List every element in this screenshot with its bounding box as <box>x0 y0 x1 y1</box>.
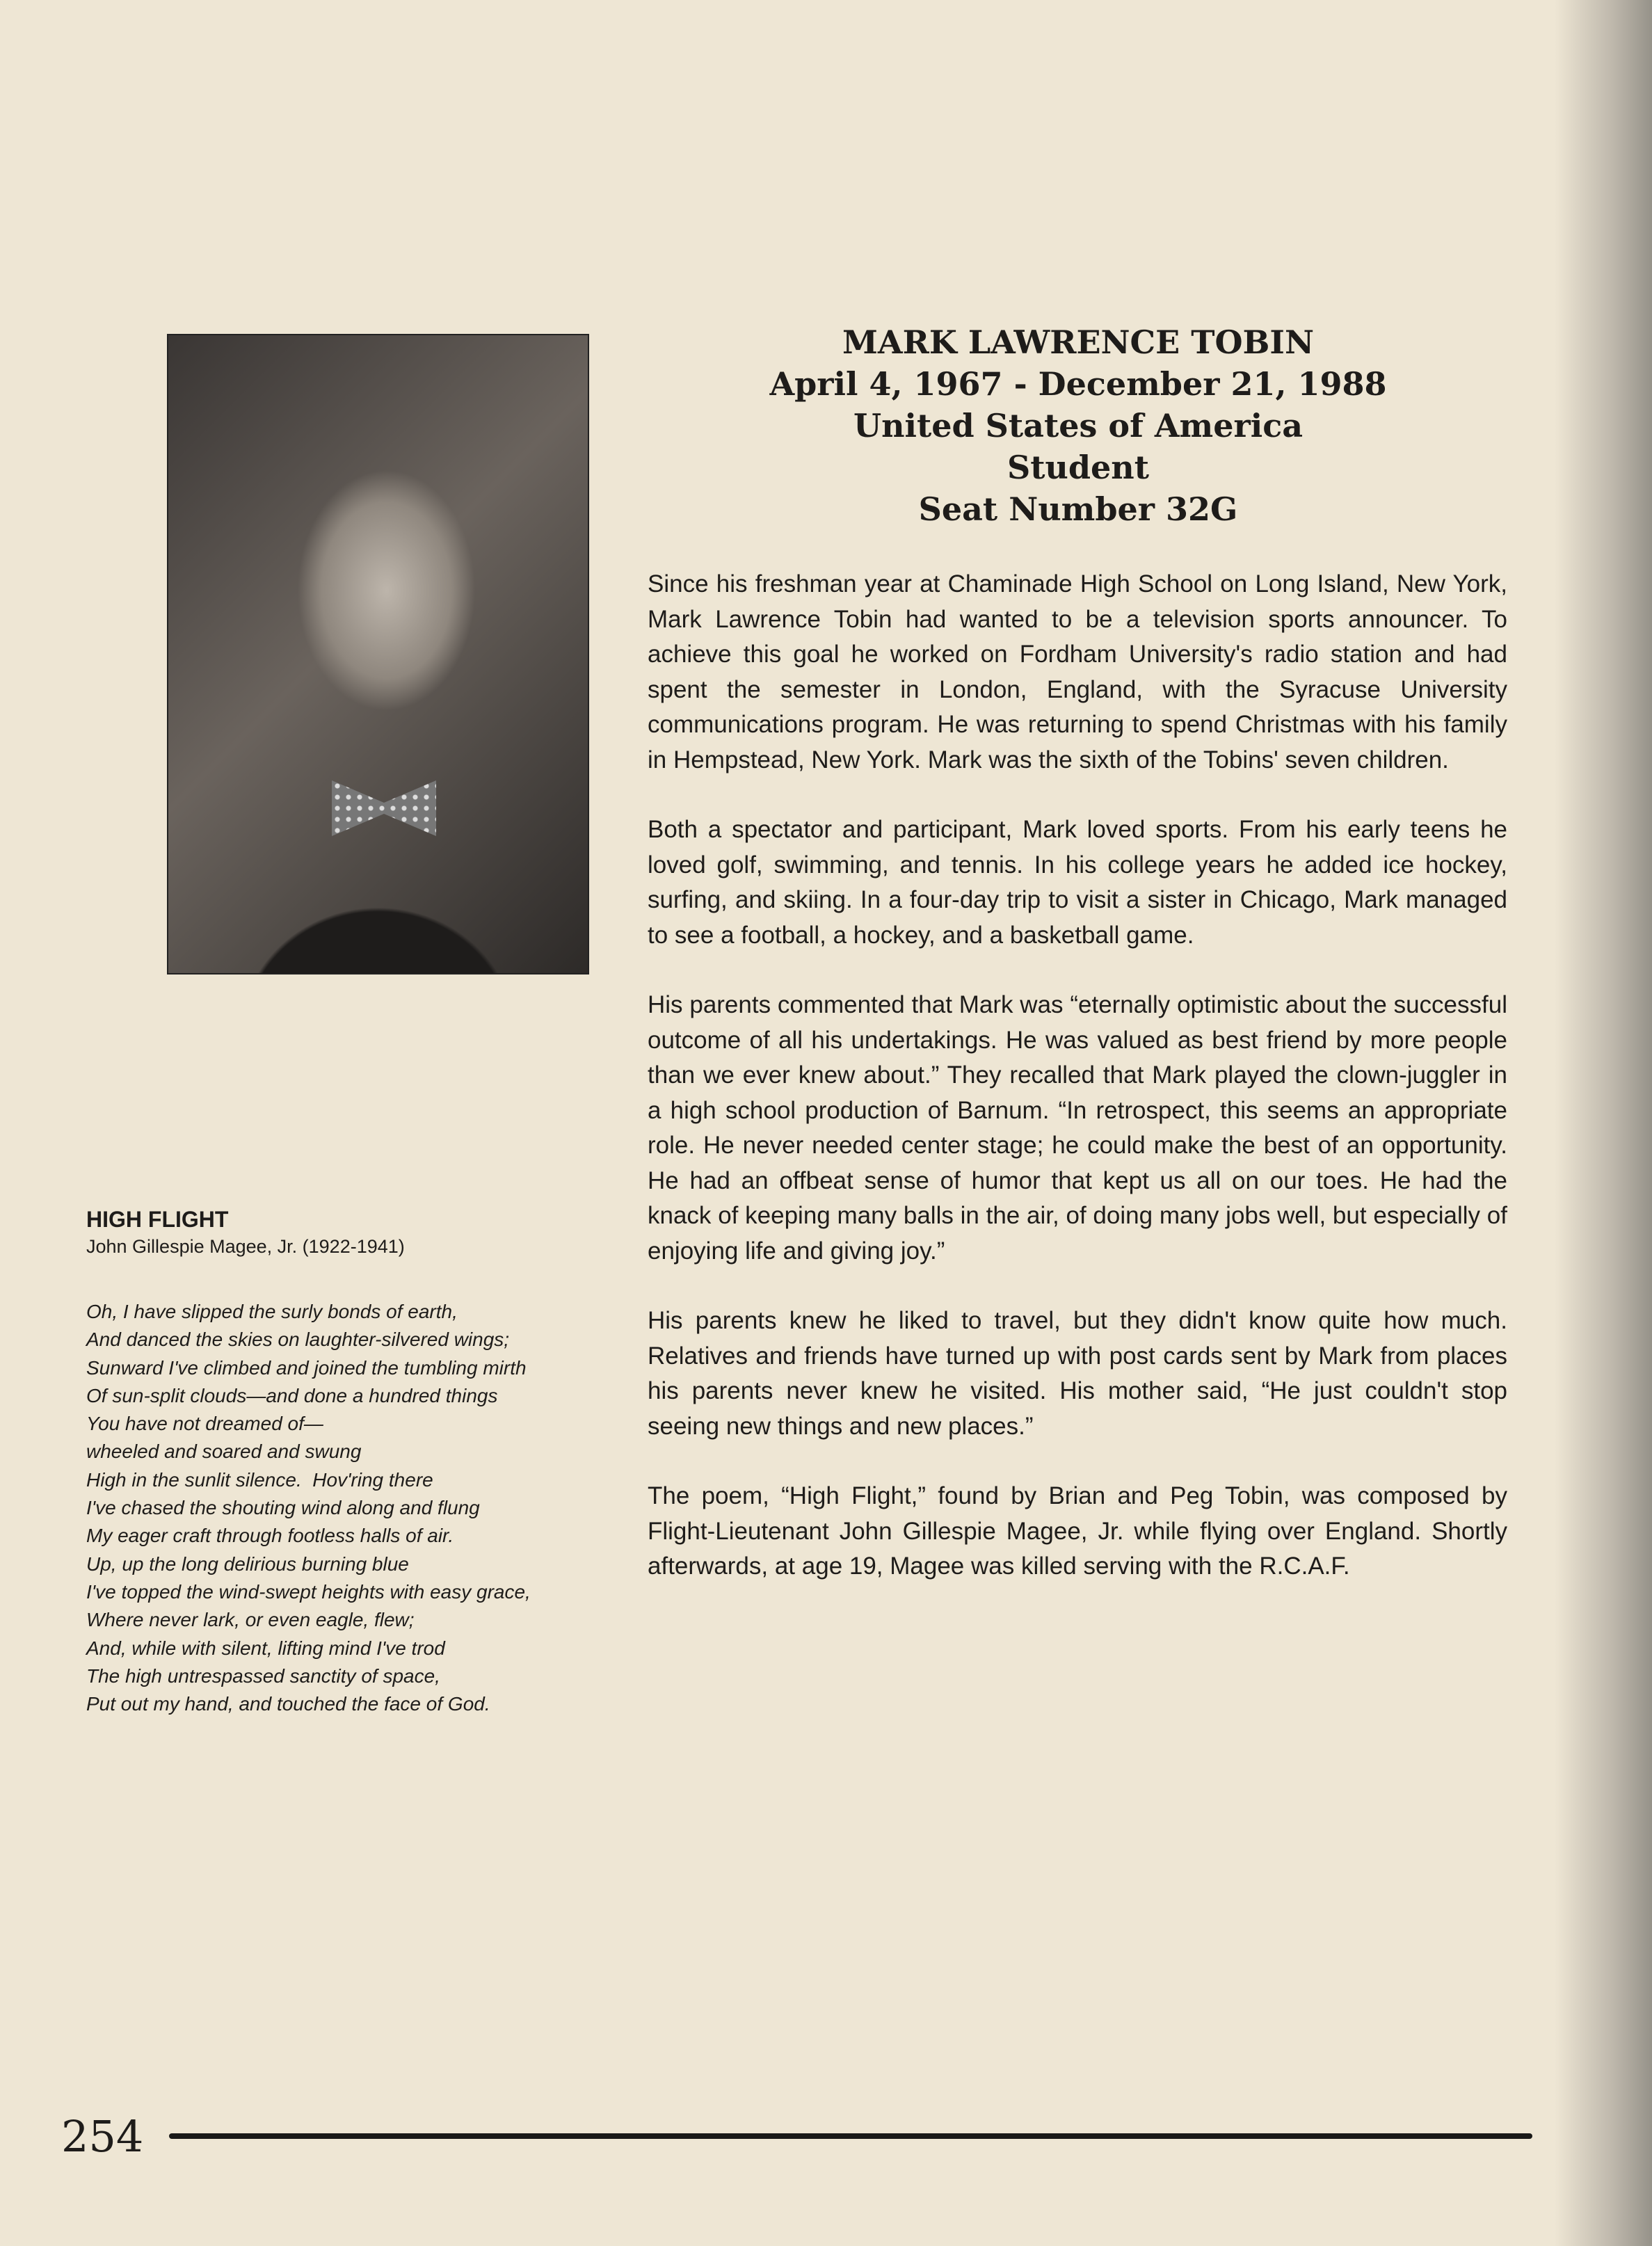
poem-line: Sunward I've climbed and joined the tumbling mirth <box>86 1356 527 1379</box>
country: United States of America <box>853 407 1304 444</box>
poem-line: And danced the skies on laughter-silvered wings; <box>86 1329 510 1351</box>
paragraph: Both a spectator and participant, Mark loved sports. From his early teens he loved golf, swimming, and tennis. In his college years he added ice hockey, surfing, and skiing. In a four-day trip to visit a sister in Chicago, Mark managed to see a football, a hockey, and a basketball game. <box>648 816 1507 949</box>
biography-text <box>648 567 1507 1619</box>
poem-line: My eager craft through footless halls of air. <box>86 1525 454 1547</box>
paragraph: The poem, “High Flight,” found by Brian and Peg Tobin, was composed by Flight-Lieutenant John Gillespie Magee, Jr. while flying over England. Shortly afterwards, at age 19, Magee was killed serving with the R.C.A.F. <box>648 1482 1507 1580</box>
poem-line: I've chased the shouting wind along and flung <box>86 1497 480 1519</box>
person-name: MARK LAWRENCE TOBIN <box>842 323 1314 361</box>
poem-line: High in the sunlit silence. Hov'ring there <box>86 1468 433 1491</box>
poem-line: The high untrespassed sanctity of space, <box>86 1665 440 1687</box>
poem-text <box>86 1298 531 1718</box>
poem-line: Oh, I have slipped the surly bonds of earth, <box>86 1301 458 1322</box>
seat-number: Seat Number 32G <box>918 490 1238 528</box>
footer-rule <box>169 2133 1532 2139</box>
page-number: 254 <box>61 2111 144 2162</box>
poem-line: Up, up the long delirious burning blue <box>86 1553 409 1575</box>
poem-line: wheeled and soared and swung <box>86 1441 362 1463</box>
poem-line: And, while with silent, lifting mind I've trod <box>86 1637 445 1659</box>
poem-line: You have not dreamed of— <box>86 1413 323 1435</box>
life-dates: April 4, 1967 - December 21, 1988 <box>769 365 1387 403</box>
poem-line: Where never lark, or even eagle, flew; <box>86 1609 415 1631</box>
poem-title: HIGH FLIGHT <box>86 1207 229 1232</box>
paragraph: His parents knew he liked to travel, but they didn't know quite how much. Relatives and friends have turned up with post cards sent by Mark from places his parents never knew he visited. His mother said, “He just couldn't stop seeing new things and new places.” <box>648 1307 1507 1440</box>
portrait-photo <box>167 334 589 974</box>
paragraph: His parents commented that Mark was “eternally optimistic about the successful outcome of all his undertakings. He was valued as best friend by more people than we ever knew about.” They recalled that Mark played the clown-juggler in a high school production of Barnum. “In retrospect, this seems an appropriate role. He never needed center stage; he could make the best of an opportunity. He had an offbeat sense of humor that kept us all on our toes. He had the knack of keeping many balls in the air, of doing many jobs well, but especially of enjoying life and giving joy.” <box>648 991 1507 1265</box>
page-edge-shadow <box>1555 0 1652 2246</box>
paragraph: Since his freshman year at Chaminade High School on Long Island, New York, Mark Lawrence Tobin had wanted to be a television sports announcer. To achieve this goal he worked on Fordham University's radio station and had spent the semester in London, England, with the Syracuse University communications program. He was returning to spend Christmas with his family in Hempstead, New York. Mark was the sixth of the Tobins' seven children. <box>648 570 1507 773</box>
poem-line: Of sun-split clouds—and done a hundred things <box>86 1384 498 1406</box>
poem-line: Put out my hand, and touched the face of God. <box>86 1693 490 1715</box>
bow-tie <box>332 780 436 836</box>
occupation: Student <box>1007 449 1150 486</box>
memorial-heading <box>696 321 1461 530</box>
poem-author: John Gillespie Magee, Jr. (1922-1941) <box>86 1236 405 1257</box>
poem-line: I've topped the wind-swept heights with easy grace, <box>86 1580 531 1603</box>
